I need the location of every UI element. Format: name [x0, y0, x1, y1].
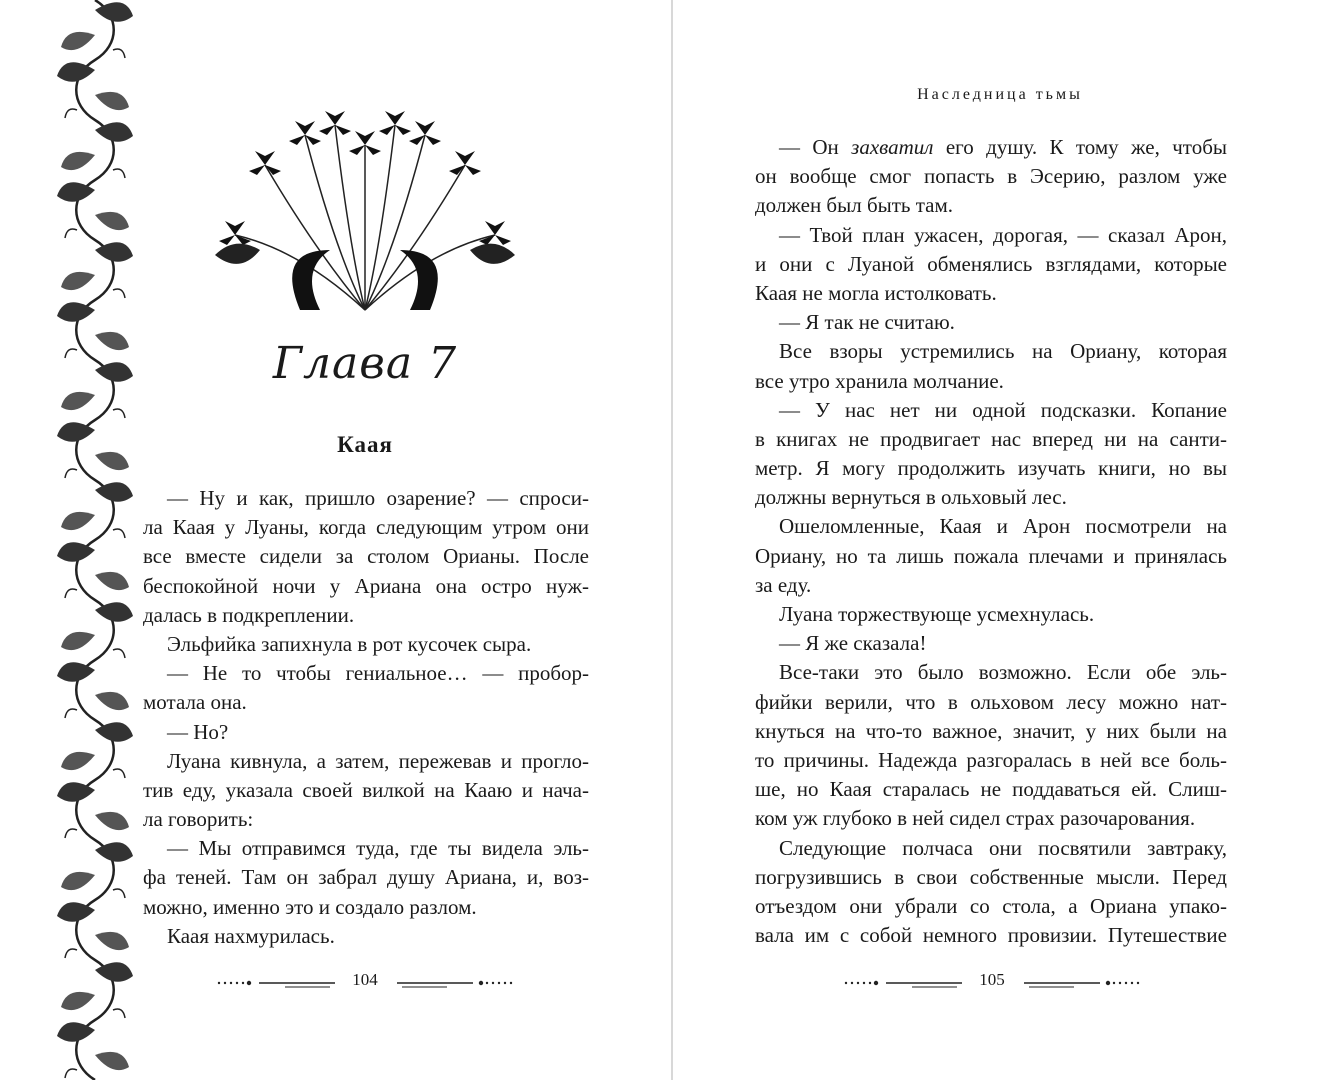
heart-leaf-icon: [400, 250, 438, 310]
leaf-icon: [95, 1052, 129, 1070]
text-line: за еду.: [755, 572, 812, 597]
flower-icon: [249, 151, 281, 175]
leaf-icon: [61, 272, 95, 290]
page-number: 104: [352, 970, 378, 989]
dot-icon: [869, 982, 871, 984]
dot-icon: [857, 982, 859, 984]
text-line: — Не то чтобы гениальное… — пробор-: [167, 661, 589, 686]
text-line: метр. Я могу продолжить изучать книги, но вы: [755, 456, 1227, 481]
text-line: ше, но Каая старалась не поддаваться ей. Слиш-: [755, 777, 1227, 802]
text-line: тив еду, указала своей вилкой на Кааю и нача-: [143, 777, 589, 802]
dot-icon: [510, 982, 512, 984]
tendril-icon: [113, 529, 125, 538]
text-line: кнуться на что-то важное, значит, у них были на: [755, 718, 1227, 743]
dot-icon: [224, 982, 226, 984]
flower-icon: [289, 121, 321, 145]
text-line: он вообще смог попасть в Эсерию, разлом уже: [755, 164, 1227, 189]
text-line: — Твой план ужасен, дорогая, — сказал Арон,: [779, 222, 1227, 247]
flower-icon: [219, 221, 251, 245]
dot-icon: [486, 982, 488, 984]
dot-icon: [845, 982, 847, 984]
text-line: далась в подкреплении.: [143, 602, 355, 627]
text-line: Все-таки это было возможно. Если обе эль-: [779, 660, 1227, 685]
text-line: Луана торжествующе усмехнулась.: [779, 602, 1095, 626]
text-line: ком уж глубоко в ней сидел страх разочарования.: [755, 806, 1196, 831]
floral-ornament: [205, 105, 525, 320]
text-line: фа теней. Там он забрал душу Ариана, и, воз-: [143, 865, 589, 890]
tendril-icon: [65, 109, 77, 118]
text-line: — Я же сказала!: [779, 631, 927, 656]
text-line: все утро хранила молчание.: [755, 368, 1004, 393]
text-line: должен был быть там.: [755, 193, 954, 218]
text-line: — Он захватил его душу. К тому же, чтобы: [779, 135, 1227, 159]
dot-icon: [504, 982, 506, 984]
leaf-icon: [61, 752, 95, 770]
right-body-text: [755, 133, 1227, 950]
leaf-icon: [95, 932, 129, 950]
tendril-icon: [113, 889, 125, 898]
leaf-icon: [61, 392, 95, 410]
leaf-icon: [61, 632, 95, 650]
dot-icon: [247, 981, 251, 985]
tendril-icon: [65, 1069, 77, 1078]
dot-icon: [874, 981, 878, 985]
dot-icon: [863, 982, 865, 984]
text-line: ла Каая у Луаны, когда следующим утром они: [143, 515, 589, 540]
tendril-icon: [113, 649, 125, 658]
chapter-title: Глава 7: [272, 338, 458, 389]
text-line: все вместе сидели за столом Орианы. После: [143, 544, 589, 569]
tendril-icon: [113, 289, 125, 298]
text-line: Каая нахмурилась.: [167, 923, 335, 948]
dot-icon: [218, 982, 220, 984]
tendril-icon: [65, 949, 77, 958]
leaf-icon: [61, 872, 95, 890]
dot-icon: [498, 982, 500, 984]
text-line: Следующие полчаса они посвятили завтраку,: [779, 835, 1227, 860]
tendril-icon: [113, 409, 125, 418]
tendril-icon: [65, 229, 77, 238]
text-line: и они с Луаной обменялись взглядами, которые: [755, 251, 1227, 276]
stem: [305, 135, 365, 310]
text-line: Ошеломленные, Каая и Арон посмотрели на: [779, 514, 1227, 539]
stem: [335, 125, 365, 310]
text-line: ла говорить:: [143, 807, 254, 832]
dot-icon: [230, 982, 232, 984]
leaf-icon: [95, 692, 129, 710]
dot-icon: [1113, 982, 1115, 984]
flower-icon: [379, 111, 411, 135]
leaf-icon: [95, 92, 129, 110]
leaf-icon: [95, 572, 129, 590]
tendril-icon: [113, 1009, 125, 1018]
tendril-icon: [113, 169, 125, 178]
text-line: фийки верили, что в ольховом лесу можно нат-: [755, 689, 1227, 714]
flower-icon: [319, 111, 351, 135]
text-line: — У нас нет ни одной подсказки. Копание: [779, 397, 1227, 422]
left-folio: [215, 970, 515, 992]
dot-icon: [242, 982, 244, 984]
tendril-icon: [65, 349, 77, 358]
leaf-icon: [61, 32, 95, 50]
tendril-icon: [65, 829, 77, 838]
dot-icon: [492, 982, 494, 984]
dot-icon: [1106, 981, 1110, 985]
vine-ornament: [50, 0, 140, 1080]
leaf-icon: [61, 512, 95, 530]
running-head: Наследница тьмы: [917, 86, 1083, 103]
dot-icon: [851, 982, 853, 984]
flower-icon: [449, 151, 481, 175]
right-folio: [842, 970, 1142, 992]
leaf-icon: [61, 152, 95, 170]
text-line: Ориану, но та лишь пожала плечами и принялась: [755, 543, 1227, 568]
tendril-icon: [113, 769, 125, 778]
text-line: вала им с собой немного провизии. Путешествие: [755, 923, 1227, 948]
text-line: беспокойной ночи у Ариана она остро нуж-: [143, 573, 589, 598]
text-line: мотала она.: [143, 690, 247, 715]
leaf-icon: [95, 812, 129, 830]
text-line: — Я так не считаю.: [779, 310, 955, 335]
dot-icon: [1137, 982, 1139, 984]
tendril-icon: [65, 589, 77, 598]
chapter-subtitle: Каая: [337, 432, 393, 457]
leaf-icon: [61, 992, 95, 1010]
leaf-icon: [95, 332, 129, 350]
leaf-icon: [95, 212, 129, 230]
dot-icon: [1131, 982, 1133, 984]
page-number: 105: [979, 970, 1005, 989]
text-line: должны вернуться в ольховый лес.: [755, 485, 1067, 510]
text-line: можно, именно это и создало разлом.: [143, 894, 477, 919]
tendril-icon: [113, 49, 125, 58]
dot-icon: [236, 982, 238, 984]
text-line: — Ну и как, пришло озарение? — спроси-: [167, 486, 589, 510]
left-body-text: [143, 484, 589, 951]
text-line: отъездом они убрали со стола, а Ориана упако-: [755, 893, 1227, 918]
dot-icon: [479, 981, 483, 985]
tendril-icon: [65, 709, 77, 718]
text-line: то причины. Надежда разгоралась в ней все боль-: [755, 747, 1227, 772]
text-line: Луана кивнула, а затем, пережевав и прогло-: [167, 748, 589, 773]
text-line: — Но?: [167, 719, 229, 744]
flower-icon: [409, 121, 441, 145]
leaf-icon: [95, 452, 129, 470]
dot-icon: [1125, 982, 1127, 984]
dot-icon: [1119, 982, 1121, 984]
text-line: в книгах не продвигает нас вперед ни на санти-: [755, 426, 1227, 451]
heart-leaf-icon: [292, 250, 330, 310]
text-line: Каая не могла истолковать.: [755, 280, 997, 305]
text-line: Эльфийка запихнула в рот кусочек сыра.: [167, 631, 532, 656]
text-line: — Мы отправимся туда, где ты видела эль-: [167, 836, 589, 861]
stem: [365, 135, 425, 310]
tendril-icon: [65, 469, 77, 478]
flower-icon: [479, 221, 511, 245]
text-line: Все взоры устремились на Ориану, которая: [779, 339, 1227, 364]
text-line: погрузившись в свои собственные мысли. Перед: [755, 864, 1227, 889]
stem: [365, 125, 395, 310]
